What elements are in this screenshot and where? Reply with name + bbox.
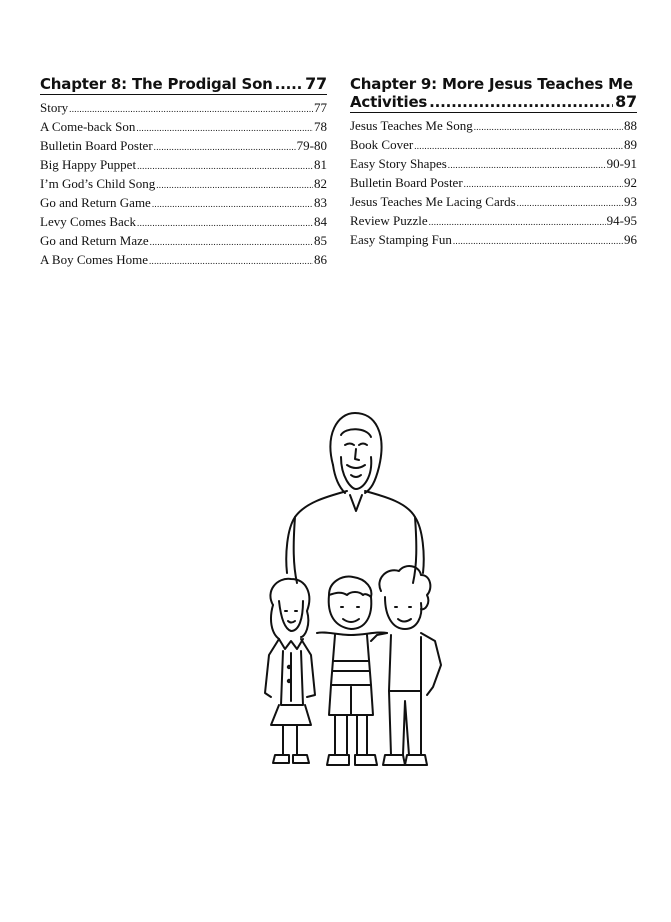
- toc-entry-page: 93: [624, 194, 637, 209]
- leader-dots: [149, 252, 313, 270]
- toc-entry-label: A Boy Comes Home: [40, 252, 148, 267]
- toc-entry-label: Levy Comes Back: [40, 214, 137, 229]
- toc-entry: [350, 155, 637, 174]
- chapter-9-heading: [350, 93, 637, 111]
- leader-dots: [517, 194, 623, 212]
- toc-entry-page: 84: [314, 214, 327, 229]
- leader-dots: [150, 233, 313, 251]
- leader-dots: [137, 157, 313, 175]
- toc-entry: [40, 194, 327, 213]
- leader-dots: [275, 75, 303, 93]
- toc-entry-label: Go and Return Game: [40, 195, 151, 210]
- toc-entry-label: Story: [40, 100, 69, 115]
- toc-entry-page: 82: [314, 176, 327, 191]
- toc-entry: [350, 231, 637, 250]
- toc-entry-page: 85: [314, 233, 327, 248]
- toc-entry-label: I’m God’s Child Song: [40, 176, 156, 191]
- leader-dots: [453, 232, 623, 250]
- toc-entry-page: 90-91: [606, 156, 637, 171]
- chapter-8-rule: [40, 94, 327, 95]
- leader-dots: [429, 93, 613, 111]
- toc-entry-label: Big Happy Puppet: [40, 157, 137, 172]
- toc-entry: [40, 99, 327, 118]
- toc-entry-page: 86: [314, 252, 327, 267]
- toc-entry: [40, 156, 327, 175]
- toc-entry: [40, 137, 327, 156]
- toc-entry: [350, 136, 637, 155]
- toc-entry-label: Book Cover: [350, 137, 414, 152]
- toc-entry-label: Jesus Teaches Me Song: [350, 118, 473, 133]
- toc-entry-page: 88: [624, 118, 637, 133]
- toc-entry-label: Bulletin Board Poster: [40, 138, 153, 153]
- toc-entry-page: 89: [624, 137, 637, 152]
- leader-dots: [474, 118, 623, 136]
- toc-entry-page: 81: [314, 157, 327, 172]
- toc-entry-label: Jesus Teaches Me Lacing Cards: [350, 194, 516, 209]
- leader-dots: [414, 137, 623, 155]
- leader-dots: [136, 119, 313, 137]
- leader-dots: [429, 213, 606, 231]
- toc-entry: [40, 232, 327, 251]
- chapter-9-title-line1: Chapter 9: More Jesus Teaches Me: [350, 75, 633, 93]
- chapter-9-section: [350, 75, 637, 250]
- chapter-8-heading: [40, 75, 327, 93]
- jesus-with-children-illustration: [255, 405, 455, 800]
- chapter-9-page: 87: [615, 92, 637, 111]
- toc-entry-page: 77: [314, 100, 327, 115]
- leader-dots: [156, 176, 313, 194]
- toc-entry-label: Bulletin Board Poster: [350, 175, 463, 190]
- toc-entry: [350, 212, 637, 231]
- toc-entry-page: 79-80: [296, 138, 327, 153]
- chapter-9-list: [350, 117, 637, 250]
- toc-entry-page: 96: [624, 232, 637, 247]
- leader-dots: [69, 100, 313, 118]
- leader-dots: [464, 175, 623, 193]
- toc-entry: [40, 213, 327, 232]
- chapter-8-list: [40, 99, 327, 270]
- leader-dots: [152, 195, 313, 213]
- toc-entry: [350, 117, 637, 136]
- toc-entry-label: Go and Return Maze: [40, 233, 149, 248]
- toc-entry-label: Review Puzzle: [350, 213, 428, 228]
- toc-entry-page: 92: [624, 175, 637, 190]
- toc-entry-page: 94-95: [606, 213, 637, 228]
- chapter-9-title-line2: Activities: [350, 93, 428, 111]
- toc-entry: [350, 193, 637, 212]
- chapter-8-section: [40, 75, 327, 270]
- toc-entry-label: Easy Stamping Fun: [350, 232, 452, 247]
- toc-entry-page: 78: [314, 119, 327, 134]
- toc-entry: [350, 174, 637, 193]
- toc-entry: [40, 175, 327, 194]
- chapter-8-title: Chapter 8: The Prodigal Son: [40, 75, 273, 93]
- chapter-9-rule: [350, 112, 637, 113]
- toc-entry: [40, 251, 327, 270]
- toc-entry-page: 83: [314, 195, 327, 210]
- leader-dots: [154, 138, 296, 156]
- toc-entry-label: Easy Story Shapes: [350, 156, 447, 171]
- chapter-8-page: 77: [305, 74, 327, 93]
- toc-entry: [40, 118, 327, 137]
- leader-dots: [137, 214, 313, 232]
- toc-entry-label: A Come-back Son: [40, 119, 136, 134]
- leader-dots: [448, 156, 606, 174]
